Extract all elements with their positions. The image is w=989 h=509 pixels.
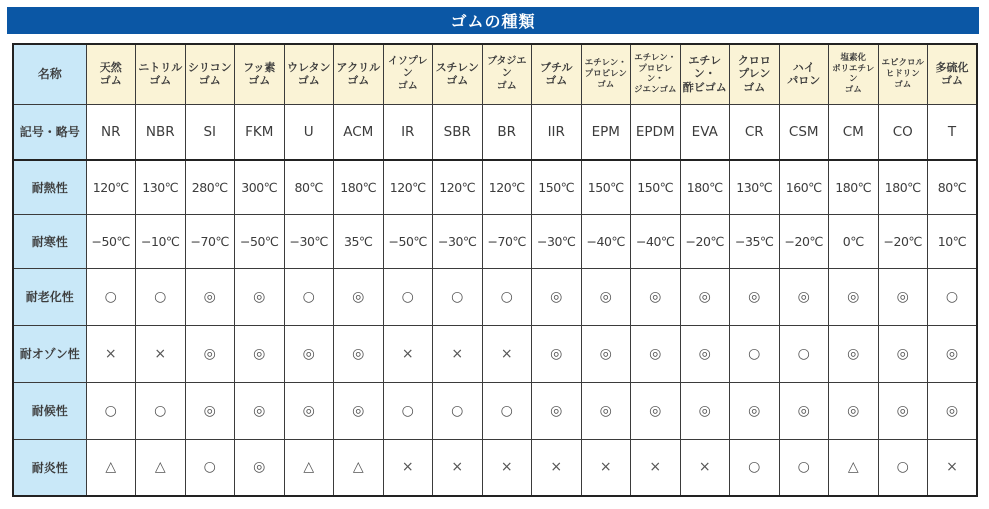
table-row [13,104,977,160]
column-header-cell [235,44,285,104]
row-label-cell: 耐寒性 [13,214,86,268]
value-cell: ◎ [631,382,681,439]
value-cell: −10℃ [136,214,186,268]
value-cell: ○ [730,325,780,382]
value-cell: ○ [383,382,433,439]
column-header-cell [779,44,829,104]
code-cell: EPM [581,104,631,160]
value-cell: −20℃ [779,214,829,268]
value-cell: 130℃ [136,160,186,214]
column-header-cell [185,44,235,104]
value-cell: ◎ [185,325,235,382]
value-cell: ◎ [878,382,928,439]
value-cell: −30℃ [284,214,334,268]
code-cell: NBR [136,104,186,160]
column-name-line: ゴム [347,74,370,88]
value-cell: −50℃ [86,214,136,268]
column-name-line: プロピレン・ [638,63,673,85]
column-name-line: ゴム [496,80,517,92]
column-name-line: ゴム [198,74,221,88]
value-cell: ◎ [631,268,681,325]
column-name-line: アクリル [336,60,381,74]
value-cell: △ [86,439,136,496]
column-name-line: ゴム [597,79,615,90]
code-cell: SBR [433,104,483,160]
value-cell: ○ [878,439,928,496]
code-cell: NR [86,104,136,160]
value-cell: ○ [779,325,829,382]
column-name-line: パロン [787,74,821,88]
value-cell: ◎ [334,382,384,439]
corner-cell-name-label: 名称 [13,44,86,104]
value-cell: ◎ [284,382,334,439]
value-cell: ◎ [581,382,631,439]
value-cell: ○ [779,439,829,496]
value-cell: ○ [433,268,483,325]
column-header-cell [631,44,681,104]
column-name-line: ウレタン [286,60,331,74]
value-cell: △ [284,439,334,496]
column-name-line: 天然 [99,60,122,74]
value-cell: 160℃ [779,160,829,214]
column-header-cell [482,44,532,104]
value-cell: ◎ [829,382,879,439]
value-cell: 180℃ [334,160,384,214]
code-cell: T [928,104,978,160]
value-cell: ◎ [532,325,582,382]
column-name-line: ゴム [844,84,862,95]
value-cell: ◎ [779,268,829,325]
value-cell: 180℃ [680,160,730,214]
value-cell: 120℃ [383,160,433,214]
value-cell: −30℃ [433,214,483,268]
column-name-line: ゴム [894,79,912,90]
code-cell: CSM [779,104,829,160]
column-name-line: エピクロル [881,58,924,69]
column-header-cell [334,44,384,104]
value-cell: 180℃ [829,160,879,214]
column-name-line: イソプレン [387,55,428,79]
value-cell: ◎ [284,325,334,382]
value-cell: −35℃ [730,214,780,268]
value-cell: −70℃ [185,214,235,268]
column-name-line: ブタジエン [487,55,527,79]
value-cell: −50℃ [383,214,433,268]
column-name-line: 酢ビゴム [682,81,727,95]
column-name-line: ポリエチレン [832,63,875,85]
value-cell: × [383,325,433,382]
value-cell: −70℃ [482,214,532,268]
value-cell: 80℃ [284,160,334,214]
column-name-line: スチレン [435,60,479,74]
table-body [13,104,977,496]
value-cell: ◎ [829,268,879,325]
page-title: ゴムの種類 [7,7,979,34]
row-label-cell: 耐オゾン性 [13,325,86,382]
row-label-cell: 耐老化性 [13,268,86,325]
column-header-cell [878,44,928,104]
value-cell: 280℃ [185,160,235,214]
column-header-cell [284,44,334,104]
value-cell: ○ [730,439,780,496]
value-cell: 0℃ [829,214,879,268]
value-cell: 300℃ [235,160,285,214]
table-row [13,160,977,214]
column-header-cell [581,44,631,104]
value-cell: ◎ [631,325,681,382]
code-cell: FKM [235,104,285,160]
column-name-line: 塩素化 [840,53,866,63]
code-cell: ACM [334,104,384,160]
value-cell: ○ [284,268,334,325]
value-cell: △ [829,439,879,496]
value-cell: ○ [86,268,136,325]
value-cell: −30℃ [532,214,582,268]
column-name-line: ハイ [792,60,815,74]
column-name-line: ゴム [446,74,469,88]
value-cell: 180℃ [878,160,928,214]
value-cell: × [433,325,483,382]
column-name-line: ゴム [743,81,766,95]
column-name-line: 多硫化 [935,60,969,74]
value-cell: −20℃ [680,214,730,268]
value-cell: ◎ [334,268,384,325]
code-cell: IIR [532,104,582,160]
value-cell: ◎ [235,268,285,325]
header-row [13,44,977,104]
column-name-line: シリコン [187,60,232,74]
value-cell: 10℃ [928,214,978,268]
value-cell: ◎ [235,382,285,439]
value-cell: × [383,439,433,496]
value-cell: ◎ [532,382,582,439]
value-cell: 80℃ [928,160,978,214]
value-cell: ◎ [730,382,780,439]
value-cell: × [680,439,730,496]
value-cell: 35℃ [334,214,384,268]
column-name-line: エチレン・ [584,58,627,69]
column-header-cell [136,44,186,104]
column-name-line: プロピレン [584,68,627,79]
value-cell: △ [136,439,186,496]
value-cell: ○ [185,439,235,496]
table-row [13,382,977,439]
column-name-line: ゴム [397,80,418,92]
table-row [13,268,977,325]
column-name-line: プレン [738,67,771,81]
code-cell: CR [730,104,780,160]
code-cell: EPDM [631,104,681,160]
value-cell: ◎ [779,382,829,439]
code-cell: EVA [680,104,730,160]
column-name-line: ゴム [248,74,271,88]
value-cell: × [482,439,532,496]
rubber-types-table [12,43,978,497]
value-cell: ○ [482,382,532,439]
value-cell: ○ [383,268,433,325]
column-name-line: ゴム [941,74,963,88]
value-cell: ◎ [680,268,730,325]
value-cell: 130℃ [730,160,780,214]
code-cell: BR [482,104,532,160]
column-name-line: エチレン・ [688,53,722,81]
value-cell: −40℃ [581,214,631,268]
column-name-line: クロロ [737,53,771,67]
column-header-cell [680,44,730,104]
value-cell: 120℃ [86,160,136,214]
value-cell: ◎ [878,325,928,382]
table-row [13,439,977,496]
value-cell: × [482,325,532,382]
value-cell: ◎ [829,325,879,382]
code-cell: CO [878,104,928,160]
column-name-line: フッ素 [243,60,276,74]
code-cell: U [284,104,334,160]
value-cell: ○ [136,268,186,325]
row-label-cell: 耐候性 [13,382,86,439]
column-name-line: ゴム [149,74,172,88]
value-cell: 120℃ [433,160,483,214]
column-header-cell [730,44,780,104]
value-cell: 150℃ [581,160,631,214]
value-cell: ◎ [334,325,384,382]
column-header-cell [532,44,582,104]
value-cell: × [928,439,978,496]
column-name-line: エチレン・ [634,53,677,63]
value-cell: ◎ [680,325,730,382]
value-cell: ○ [433,382,483,439]
value-cell: ○ [928,268,978,325]
column-name-line: ブチル [540,60,573,74]
column-header-cell [383,44,433,104]
value-cell: 120℃ [482,160,532,214]
value-cell: × [631,439,681,496]
value-cell: △ [334,439,384,496]
value-cell: × [532,439,582,496]
column-name-line: ゴム [545,74,568,88]
column-header-cell [433,44,483,104]
value-cell: ○ [482,268,532,325]
row-label-cell: 耐炎性 [13,439,86,496]
column-header-cell [86,44,136,104]
value-cell: −20℃ [878,214,928,268]
column-name-line: ゴム [99,74,122,88]
value-cell: −40℃ [631,214,681,268]
value-cell: ◎ [928,325,978,382]
value-cell: × [581,439,631,496]
column-name-line: ニトリル [138,60,183,74]
value-cell: −50℃ [235,214,285,268]
value-cell: ◎ [185,382,235,439]
value-cell: ◎ [532,268,582,325]
value-cell: ◎ [581,325,631,382]
value-cell: ◎ [878,268,928,325]
column-name-line: ゴム [297,74,320,88]
value-cell: × [136,325,186,382]
value-cell: ◎ [680,382,730,439]
value-cell: ◎ [581,268,631,325]
value-cell: ○ [136,382,186,439]
column-name-line: ヒドリン [885,68,920,79]
row-label-cell: 記号・略号 [13,104,86,160]
value-cell: × [86,325,136,382]
code-cell: CM [829,104,879,160]
value-cell: ◎ [730,268,780,325]
value-cell: ◎ [185,268,235,325]
table-head [13,44,977,104]
value-cell: ◎ [235,439,285,496]
table-row [13,214,977,268]
column-name-line: ジエンゴム [633,84,677,95]
value-cell: ○ [86,382,136,439]
value-cell: ◎ [235,325,285,382]
value-cell: ◎ [928,382,978,439]
column-header-cell [928,44,978,104]
code-cell: SI [185,104,235,160]
table-row [13,325,977,382]
value-cell: 150℃ [631,160,681,214]
value-cell: 150℃ [532,160,582,214]
column-header-cell [829,44,879,104]
code-cell: IR [383,104,433,160]
value-cell: × [433,439,483,496]
row-label-cell: 耐熱性 [13,160,86,214]
